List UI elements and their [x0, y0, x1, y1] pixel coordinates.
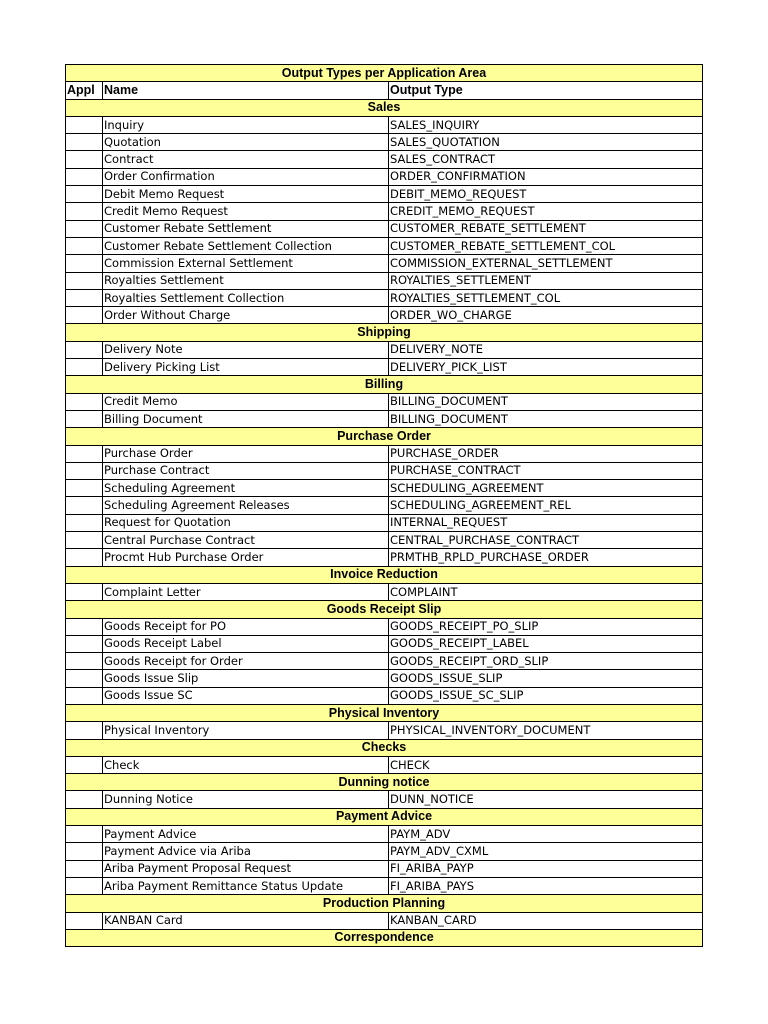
section-header: Invoice Reduction: [66, 566, 703, 583]
section-row: [66, 566, 703, 583]
section-row: [66, 601, 703, 618]
name-cell: Purchase Order: [103, 445, 389, 462]
appl-cell: [66, 532, 103, 549]
section-header: Goods Receipt Slip: [66, 601, 703, 618]
name-cell: Complaint Letter: [103, 583, 389, 600]
table-row: [66, 670, 703, 687]
name-cell: Physical Inventory: [103, 722, 389, 739]
name-cell: Purchase Contract: [103, 462, 389, 479]
output-type-cell: SALES_INQUIRY: [389, 116, 703, 133]
section-header: Production Planning: [66, 895, 703, 912]
section-header: Correspondence: [66, 929, 703, 946]
section-header: Shipping: [66, 324, 703, 341]
name-cell: Order Without Charge: [103, 307, 389, 324]
appl-cell: [66, 860, 103, 877]
name-cell: Commission External Settlement: [103, 255, 389, 272]
table-row: [66, 255, 703, 272]
appl-cell: [66, 843, 103, 860]
appl-cell: [66, 618, 103, 635]
appl-cell: [66, 289, 103, 306]
name-cell: Customer Rebate Settlement Collection: [103, 237, 389, 254]
appl-cell: [66, 341, 103, 358]
table-row: [66, 134, 703, 151]
table-row: [66, 635, 703, 652]
table-row: [66, 514, 703, 531]
name-cell: Debit Memo Request: [103, 186, 389, 203]
section-row: [66, 895, 703, 912]
output-types-table: [65, 64, 703, 947]
section-header: Checks: [66, 739, 703, 756]
appl-cell: [66, 151, 103, 168]
section-header: Physical Inventory: [66, 704, 703, 721]
table-row: [66, 843, 703, 860]
output-type-cell: SCHEDULING_AGREEMENT: [389, 480, 703, 497]
appl-cell: [66, 272, 103, 289]
appl-cell: [66, 583, 103, 600]
name-cell: Royalties Settlement: [103, 272, 389, 289]
output-type-cell: SALES_CONTRACT: [389, 151, 703, 168]
name-cell: Delivery Picking List: [103, 359, 389, 376]
table-row: [66, 410, 703, 427]
appl-cell: [66, 791, 103, 808]
output-type-cell: KANBAN_CARD: [389, 912, 703, 929]
name-cell: Goods Issue SC: [103, 687, 389, 704]
output-type-cell: GOODS_RECEIPT_LABEL: [389, 635, 703, 652]
table-row: [66, 359, 703, 376]
output-type-cell: PURCHASE_ORDER: [389, 445, 703, 462]
table-body: [66, 65, 703, 947]
table-row: [66, 912, 703, 929]
appl-cell: [66, 237, 103, 254]
name-cell: Ariba Payment Proposal Request: [103, 860, 389, 877]
name-cell: Customer Rebate Settlement: [103, 220, 389, 237]
name-cell: Scheduling Agreement Releases: [103, 497, 389, 514]
name-cell: Scheduling Agreement: [103, 480, 389, 497]
name-cell: Check: [103, 756, 389, 773]
name-cell: Credit Memo Request: [103, 203, 389, 220]
name-cell: Goods Issue Slip: [103, 670, 389, 687]
output-type-cell: DELIVERY_PICK_LIST: [389, 359, 703, 376]
name-cell: Credit Memo: [103, 393, 389, 410]
appl-cell: [66, 912, 103, 929]
table-row: [66, 393, 703, 410]
name-cell: Procmt Hub Purchase Order: [103, 549, 389, 566]
name-cell: Order Confirmation: [103, 168, 389, 185]
table-row: [66, 687, 703, 704]
table-row: [66, 722, 703, 739]
table-row: [66, 168, 703, 185]
section-row: [66, 808, 703, 825]
output-type-cell: ROYALTIES_SETTLEMENT_COL: [389, 289, 703, 306]
table-row: [66, 186, 703, 203]
table-row: [66, 532, 703, 549]
name-cell: Payment Advice: [103, 826, 389, 843]
section-row: [66, 376, 703, 393]
output-type-cell: SALES_QUOTATION: [389, 134, 703, 151]
table-row: [66, 220, 703, 237]
appl-cell: [66, 307, 103, 324]
appl-cell: [66, 635, 103, 652]
output-type-cell: INTERNAL_REQUEST: [389, 514, 703, 531]
appl-cell: [66, 393, 103, 410]
appl-cell: [66, 877, 103, 894]
table-row: [66, 462, 703, 479]
appl-cell: [66, 116, 103, 133]
table-row: [66, 480, 703, 497]
column-header-output-type: Output Type: [389, 82, 703, 99]
output-type-cell: PAYM_ADV: [389, 826, 703, 843]
section-row: [66, 99, 703, 116]
name-cell: Goods Receipt Label: [103, 635, 389, 652]
table-row: [66, 116, 703, 133]
appl-cell: [66, 653, 103, 670]
table-row: [66, 860, 703, 877]
table-row: [66, 151, 703, 168]
appl-cell: [66, 514, 103, 531]
appl-cell: [66, 445, 103, 462]
output-type-cell: ROYALTIES_SETTLEMENT: [389, 272, 703, 289]
table-row: [66, 618, 703, 635]
output-type-cell: PHYSICAL_INVENTORY_DOCUMENT: [389, 722, 703, 739]
section-row: [66, 428, 703, 445]
output-type-cell: GOODS_RECEIPT_PO_SLIP: [389, 618, 703, 635]
table-row: [66, 877, 703, 894]
output-type-cell: CUSTOMER_REBATE_SETTLEMENT_COL: [389, 237, 703, 254]
name-cell: Delivery Note: [103, 341, 389, 358]
appl-cell: [66, 687, 103, 704]
output-type-cell: DUNN_NOTICE: [389, 791, 703, 808]
name-cell: Billing Document: [103, 410, 389, 427]
section-row: [66, 324, 703, 341]
output-type-cell: CENTRAL_PURCHASE_CONTRACT: [389, 532, 703, 549]
table-row: [66, 237, 703, 254]
output-type-cell: GOODS_ISSUE_SC_SLIP: [389, 687, 703, 704]
output-type-cell: ORDER_WO_CHARGE: [389, 307, 703, 324]
appl-cell: [66, 134, 103, 151]
section-row: [66, 739, 703, 756]
output-type-cell: PRMTHB_RPLD_PURCHASE_ORDER: [389, 549, 703, 566]
appl-cell: [66, 497, 103, 514]
output-type-cell: FI_ARIBA_PAYP: [389, 860, 703, 877]
title-row: [66, 65, 703, 82]
name-cell: Payment Advice via Ariba: [103, 843, 389, 860]
table-row: [66, 341, 703, 358]
table-row: [66, 272, 703, 289]
appl-cell: [66, 549, 103, 566]
section-header: Billing: [66, 376, 703, 393]
appl-cell: [66, 168, 103, 185]
output-type-cell: COMMISSION_EXTERNAL_SETTLEMENT: [389, 255, 703, 272]
appl-cell: [66, 480, 103, 497]
table-row: [66, 289, 703, 306]
table-row: [66, 445, 703, 462]
output-type-cell: COMPLAINT: [389, 583, 703, 600]
output-type-cell: BILLING_DOCUMENT: [389, 393, 703, 410]
output-type-cell: DELIVERY_NOTE: [389, 341, 703, 358]
appl-cell: [66, 722, 103, 739]
name-cell: Ariba Payment Remittance Status Update: [103, 877, 389, 894]
column-header-appl: Appl: [66, 82, 103, 99]
output-type-cell: SCHEDULING_AGREEMENT_REL: [389, 497, 703, 514]
appl-cell: [66, 220, 103, 237]
output-type-cell: FI_ARIBA_PAYS: [389, 877, 703, 894]
name-cell: Goods Receipt for Order: [103, 653, 389, 670]
name-cell: Dunning Notice: [103, 791, 389, 808]
appl-cell: [66, 462, 103, 479]
name-cell: KANBAN Card: [103, 912, 389, 929]
table-row: [66, 653, 703, 670]
output-type-cell: CREDIT_MEMO_REQUEST: [389, 203, 703, 220]
section-header: Dunning notice: [66, 774, 703, 791]
name-cell: Request for Quotation: [103, 514, 389, 531]
section-row: [66, 929, 703, 946]
table-row: [66, 497, 703, 514]
appl-cell: [66, 255, 103, 272]
name-cell: Royalties Settlement Collection: [103, 289, 389, 306]
section-row: [66, 704, 703, 721]
output-type-cell: GOODS_ISSUE_SLIP: [389, 670, 703, 687]
appl-cell: [66, 359, 103, 376]
table-row: [66, 549, 703, 566]
table-row: [66, 756, 703, 773]
name-cell: Central Purchase Contract: [103, 532, 389, 549]
output-type-cell: CHECK: [389, 756, 703, 773]
table-row: [66, 583, 703, 600]
name-cell: Inquiry: [103, 116, 389, 133]
name-cell: Goods Receipt for PO: [103, 618, 389, 635]
name-cell: Contract: [103, 151, 389, 168]
appl-cell: [66, 670, 103, 687]
section-header: Purchase Order: [66, 428, 703, 445]
appl-cell: [66, 186, 103, 203]
output-type-cell: PAYM_ADV_CXML: [389, 843, 703, 860]
output-type-cell: BILLING_DOCUMENT: [389, 410, 703, 427]
name-cell: Quotation: [103, 134, 389, 151]
table-row: [66, 826, 703, 843]
output-type-cell: GOODS_RECEIPT_ORD_SLIP: [389, 653, 703, 670]
output-type-cell: DEBIT_MEMO_REQUEST: [389, 186, 703, 203]
table-row: [66, 203, 703, 220]
appl-cell: [66, 410, 103, 427]
table-row: [66, 791, 703, 808]
output-type-cell: PURCHASE_CONTRACT: [389, 462, 703, 479]
output-type-cell: CUSTOMER_REBATE_SETTLEMENT: [389, 220, 703, 237]
appl-cell: [66, 203, 103, 220]
output-type-cell: ORDER_CONFIRMATION: [389, 168, 703, 185]
section-header: Payment Advice: [66, 808, 703, 825]
column-header-name: Name: [103, 82, 389, 99]
appl-cell: [66, 756, 103, 773]
header-row: [66, 82, 703, 99]
table-title: Output Types per Application Area: [66, 65, 703, 82]
table-row: [66, 307, 703, 324]
section-header: Sales: [66, 99, 703, 116]
section-row: [66, 774, 703, 791]
appl-cell: [66, 826, 103, 843]
